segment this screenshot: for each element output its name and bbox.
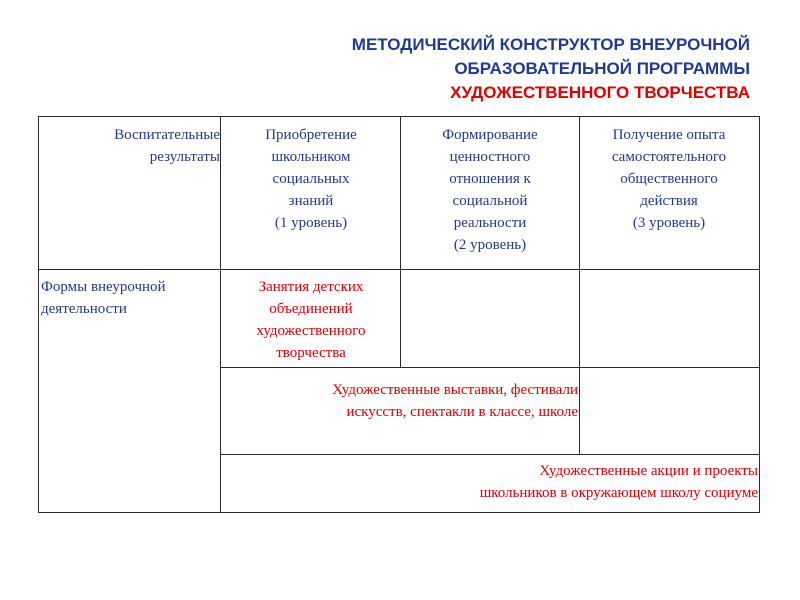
title-line-1: МЕТОДИЧЕСКИЙ КОНСТРУКТОР ВНЕУРОЧНОЙ xyxy=(351,35,750,54)
header-level-1: Приобретение школьником социальных знаний (1 уровень) xyxy=(265,127,357,231)
header-level-3: Получение опыта самостоятельного общественного действия (3 уровень) xyxy=(611,127,727,231)
forms-divider-1 xyxy=(220,367,760,368)
header-level-2: Формирование ценностного отношения к социальной реальности (2 уровень) xyxy=(442,127,538,253)
form-level-1: Занятия детских объединений художественного творчества xyxy=(256,279,366,361)
table-border-bottom xyxy=(38,512,760,513)
title-line-3: ХУДОЖЕСТВЕННОГО ТВОРЧЕСТВА xyxy=(450,83,750,102)
column-divider-2 xyxy=(400,116,401,367)
header-row-divider xyxy=(38,269,760,270)
table-border-top xyxy=(38,116,760,117)
column-divider-3 xyxy=(579,116,580,454)
forms-divider-2 xyxy=(220,454,760,455)
table-border-left xyxy=(38,116,39,513)
row-label-forms: Формы внеурочной деятельности xyxy=(41,279,166,317)
header-results: Воспитательные результаты xyxy=(114,127,220,165)
title-line-2: ОБРАЗОВАТЕЛЬНОЙ ПРОГРАММЫ xyxy=(454,59,750,78)
form-level-2: Художественные выставки, фестивали искусств, спектакли в классе, школе xyxy=(332,382,578,420)
form-level-3: Художественные акции и проекты школьников в окружающем школу социуме xyxy=(479,463,758,501)
constructor-table xyxy=(38,116,760,513)
